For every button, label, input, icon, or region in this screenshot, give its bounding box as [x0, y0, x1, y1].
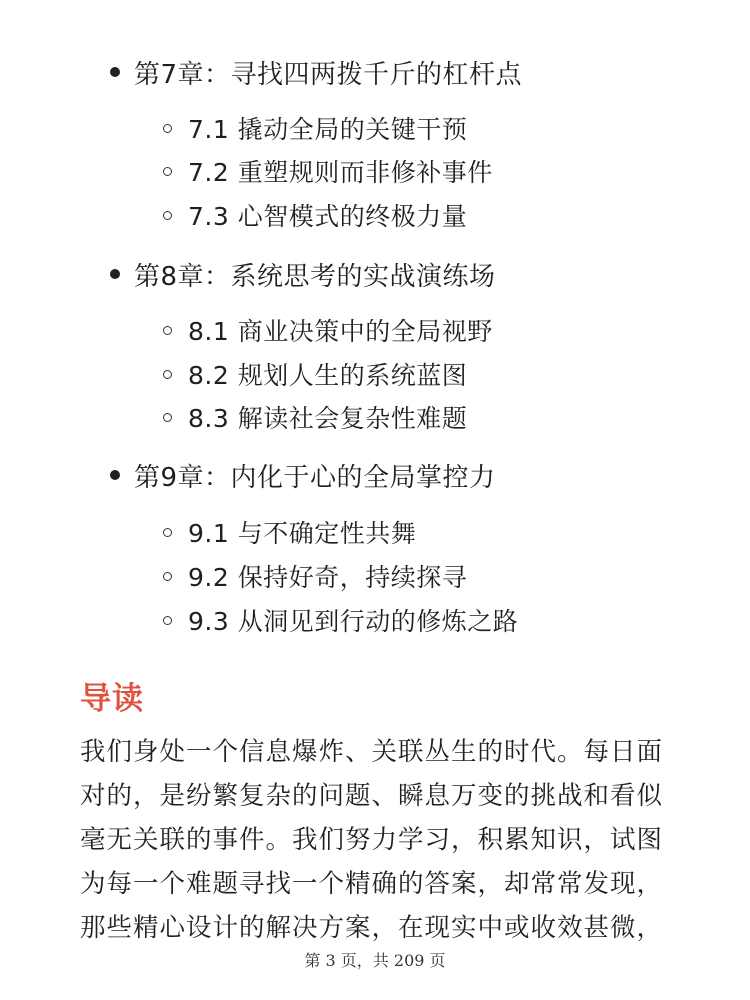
- chapter-title: 第7章：寻找四两拨千斤的杠杆点: [134, 59, 523, 90]
- chapter-item: [110, 453, 496, 497]
- section-item: [163, 354, 467, 394]
- section-title: 9.3 从洞见到行动的修炼之路: [188, 607, 519, 636]
- paragraph-line: 为每一个难题寻找一个精确的答案，却常常发现，: [80, 869, 664, 899]
- hollow-bullet-icon: [163, 616, 172, 625]
- hollow-bullet-icon: [163, 413, 172, 422]
- hollow-bullet-icon: [163, 370, 172, 379]
- hollow-bullet-icon: [163, 528, 172, 537]
- section-item: [163, 556, 467, 596]
- chapter-title: 第9章：内化于心的全局掌控力: [134, 462, 496, 493]
- chapter-item: [110, 50, 522, 94]
- section-title: 8.1 商业决策中的全局视野: [188, 317, 493, 346]
- paragraph-line: 我们身处一个信息爆炸、关联丛生的时代。每日面: [80, 737, 664, 767]
- chapter-title: 第8章：系统思考的实战演练场: [134, 261, 496, 292]
- filled-bullet-icon: [110, 470, 120, 480]
- section-title: 7.2 重塑规则而非修补事件: [188, 158, 493, 187]
- filled-bullet-icon: [110, 67, 120, 77]
- paragraph-line: 对的，是纷繁复杂的问题、瞬息万变的挑战和看似: [80, 781, 664, 811]
- section-title: 8.3 解读社会复杂性难题: [188, 404, 468, 433]
- intro-heading: 导读: [80, 680, 144, 717]
- section-title: 9.2 保持好奇，持续探寻: [188, 563, 468, 592]
- paragraph-line: 那些精心设计的解决方案，在现实中或收效甚微，: [80, 913, 664, 943]
- section-item: [163, 108, 467, 148]
- paragraph-line: 毫无关联的事件。我们努力学习，积累知识，试图: [80, 825, 664, 855]
- section-title: 7.3 心智模式的终极力量: [188, 202, 468, 231]
- section-title: 8.2 规划人生的系统蓝图: [188, 361, 468, 390]
- chapter-item: [110, 252, 496, 296]
- intro-paragraph: [80, 730, 680, 950]
- section-item: [163, 151, 493, 191]
- page-number-footer: 第 3 页，共 209 页: [304, 951, 446, 970]
- hollow-bullet-icon: [163, 326, 172, 335]
- filled-bullet-icon: [110, 269, 120, 279]
- hollow-bullet-icon: [163, 572, 172, 581]
- section-item: [163, 195, 467, 235]
- section-title: 7.1 撬动全局的关键干预: [188, 115, 468, 144]
- hollow-bullet-icon: [163, 167, 172, 176]
- section-item: [163, 310, 493, 350]
- section-item: [163, 397, 467, 437]
- section-item: [163, 600, 518, 640]
- section-item: [163, 512, 416, 552]
- hollow-bullet-icon: [163, 211, 172, 220]
- section-title: 9.1 与不确定性共舞: [188, 519, 417, 548]
- hollow-bullet-icon: [163, 124, 172, 133]
